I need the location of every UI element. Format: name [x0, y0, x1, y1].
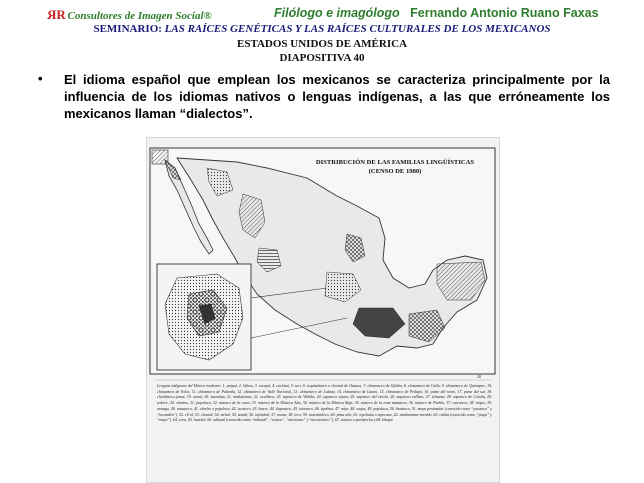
bullet-text: El idioma español que emplean los mexicanos se caracteriza principalmente por la influencia de los idiomas nativos o lenguas indígenas, a las que erróneamente los mexicanos llaman “dialectos”.	[64, 72, 610, 121]
mexico-map-drawing	[147, 138, 499, 482]
language-map-image	[146, 137, 500, 483]
rr-logo-mark: RR	[48, 7, 65, 22]
seminar-prefix: SEMINARIO:	[93, 23, 165, 35]
country-heading: ESTADOS UNIDOS DE AMÉRICA	[236, 38, 408, 50]
company-logo	[48, 7, 212, 23]
map-title-line2: (CENSO DE 1980)	[368, 168, 422, 175]
seminar-title	[0, 23, 644, 35]
map-page-number: 20	[477, 374, 481, 379]
slide-number: DIAPOSITIVA 40	[279, 52, 365, 64]
bullet-item	[38, 71, 610, 122]
map-title	[295, 158, 495, 176]
author-line	[274, 6, 599, 20]
logo-text: Consultores de Imagen Social®	[67, 10, 212, 22]
seminar-name: LAS RAÍCES GENÉTICAS Y LAS RAÍCES CULTURALES DE LOS MEXICANOS	[164, 23, 551, 35]
author-role: Filólogo e imagólogo	[274, 6, 400, 20]
author-name: Fernando Antonio Ruano Faxas	[410, 6, 599, 20]
map-legend-text: Lenguas indígenas del México moderno: 1. paipai, 2. kiliwa, 3. cucapá, 4. cochimí, 5. seri, 6. tequistlateco o chontal de Oaxaca, 7. chinanteco de Ojitlán, 8. chinanteco de Usila, 9. chinanteco de Quiotepec, 10. chinanteco de Yolox, 11. chinanteco de Palantla, 12. chinanteco de Valle Nacional, 13. chinanteco de Lalana, 14. chinanteco de Latani, 15. chinanteco de Petlapa, 16. pame del norte, 17. pame del sur, 18. chichimeca jonaz, 19. otomí, 20. mazahua, 21. matlatzinca, 22. ocuilteco, 23. zapoteco de Villalta, 24. zapoteco vijano, 25. zapoteco del rincón, 26. zapoteco vallista, 27. tehuano, 28. zapoteco de Cuixtla, 29. soltece, 30. chatino, 31. popoloca, 32. mixteco de la costa, 33. mixteco de la Mixteca Alta, 34. mixteco de la Mixteca Baja, 35. mixteco de la zona mazateca, 36. mixteco de Puebla, 37. cuicateco, 38. trique, 39. amuzgo, 40. mazateco, 41. chocho o popoloca, 42. ixcateco, 43. huave, 44. tlapaneco, 45. totonaco, 46. tepehua, 47. mixe, 48. zoque, 49. popoluca, 50. huasteco, 51. maya peninsular (conocido como “yucateco” y “lacandón”), 52. ch’ol, 53. chontal, 54. tzeltal, 55. tzotzil, 56. tojolabal, 57. mame, 58. teco, 59. motozintleco, 60. pima alto, 61. tepehuán o tepecano, 62. tarahumara-varohío, 63. cahíta (conocido como “yaqui” y “mayo”), 64. cora, 65. huichol, 66. náhuatl (conocido como “náhuatl”, “azteca”, “mexicano” y “mexicanero”), 67. tarasco o purépecha y 68. kikapú	[157, 384, 492, 423]
bullet-marker: •	[38, 71, 43, 86]
map-title-line1: DISTRIBUCIÓN DE LAS FAMILIAS LINGÜÍSTICAS	[315, 159, 475, 166]
slide-header	[0, 4, 644, 24]
